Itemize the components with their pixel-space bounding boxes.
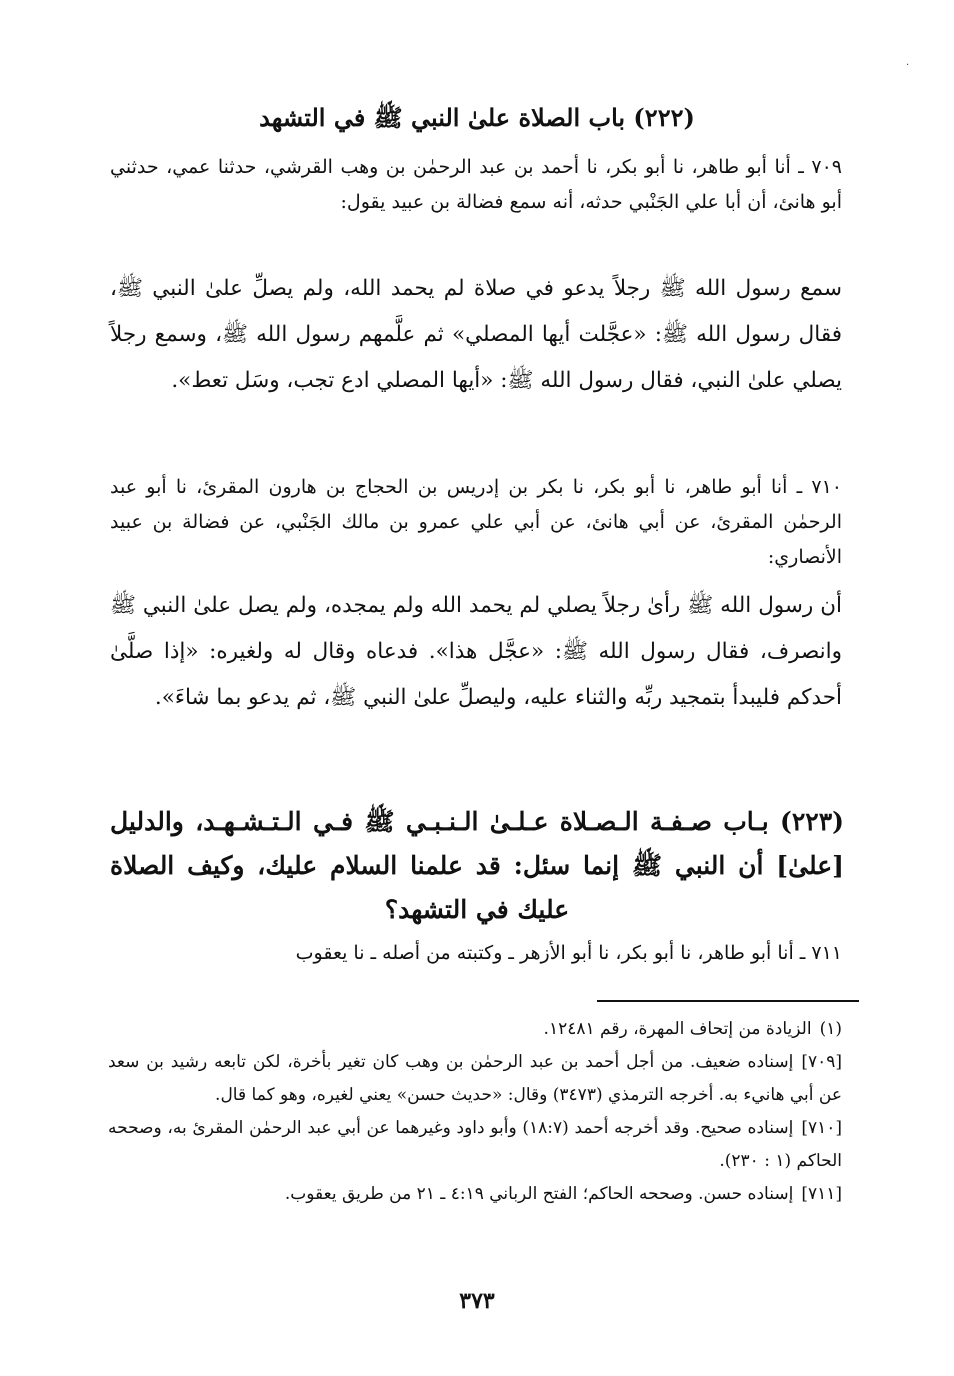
hadith-710-isnad: ٧١٠ ـ أنا أبو طاهر، نا أبو بكر، نا بكر بن إدريس بن الحجاج بن هارون المقرئ، نا أبو عبد الرحمٰن المقرئ، عن أبي هانئ، عن أبي علي عمرو بن مالك الجَنْبي، عن فضالة بن عبيد الأنصاري: [110,476,842,568]
footnote-marker: [٧١٠] [801,1118,842,1138]
hadith-711-isnad: ٧١١ ـ أنا أبو طاهر، نا أبو بكر، نا أبو الأزهر ـ وكتبته من أصله ـ نا يعقوب [295,942,842,964]
hadith-709-isnad: ٧٠٩ ـ أنا أبو طاهر، نا أبو بكر، نا أحمد بن عبد الرحمٰن بن وهب القرشي، حدثنا عمي، حدثني أبو هانئ، أن أبا علي الجَنْبي حدثه، أنه سمع فضالة بن عبيد يقول: [110,156,842,213]
footnote-text: إسناده صحيح. وقد أخرجه أحمد (١٨:٧) وأبو داود وغيرهما عن أبي عبد الرحمٰن المقرئ به، وصححه الحاكم (١ : ٢٣٠). [108,1118,842,1171]
corner-mark: · [906,60,910,71]
footnote-marker: [٧٠٩] [801,1052,842,1072]
footnote-marker: [٧١١] [801,1184,842,1204]
chapter-222-heading: (٢٢٢) باب الصلاة علىٰ النبي ﷺ في التشهد [259,103,695,132]
hadith-710-matn: أن رسول الله ﷺ رأىٰ رجلاً يصلي لم يحمد الله ولم يمجده، ولم يصل علىٰ النبي ﷺ وانصرف، فقال رسول الله ﷺ: «عجَّل هذا». فدعاه وقال له ولغيره: «إذا صلَّىٰ أحدكم فليبدأ بتمجيد ربِّه والثناء عليه، وليصلِّ علىٰ النبي ﷺ، ثم يدعو بما شاءَ». [110,593,842,710]
footnote-text: الزيادة من إتحاف المهرة، رقم ١٢٤٨١. [543,1019,812,1039]
footnote-item [108,1046,842,1112]
footnote-item [108,1178,842,1211]
footnote-divider [597,1000,859,1002]
footnote-item [108,1112,842,1178]
footnote-item [108,1013,842,1046]
chapter-223-heading: (٢٢٣) بـاب صـفـة الـصـلاة عـلـىٰ الـنـبـي ﷺ فـي الـتـشـهـد، والدليل [علىٰ] أن النبي ﷺ إنما سئل: قد علمنا السلام عليك، وكيف الصلاة عليك في التشهد؟ [110,807,844,924]
footnote-marker: (١) [819,1019,842,1039]
footnotes-list [108,1013,842,1211]
footnote-text: إسناده حسن. وصححه الحاكم؛ الفتح الرباني ٤:١٩ ـ ٢١ من طريق يعقوب. [284,1184,794,1204]
footnote-text: إسناده ضعيف. من أجل أحمد بن عبد الرحمٰن بن وهب كان تغير بأخرة، لكن تابعه رشيد بن سعد عن أبي هانيء به. أخرجه الترمذي (٣٤٧٣) وقال: «حديث حسن» يعني لغيره، وهو كما قال. [108,1052,842,1105]
page-number: ٣٧٣ [459,1288,495,1314]
hadith-709-matn: سمع رسول الله ﷺ رجلاً يدعو في صلاة لم يحمد الله، ولم يصلِّ علىٰ النبي ﷺ، فقال رسول الله ﷺ: «عجَّلت أيها المصلي» ثم علَّمهم رسول الله ﷺ، وسمع رجلاً يصلي علىٰ النبي، فقال رسول الله ﷺ: «أيها المصلي ادع تجب، وسَل تعط». [110,276,842,393]
